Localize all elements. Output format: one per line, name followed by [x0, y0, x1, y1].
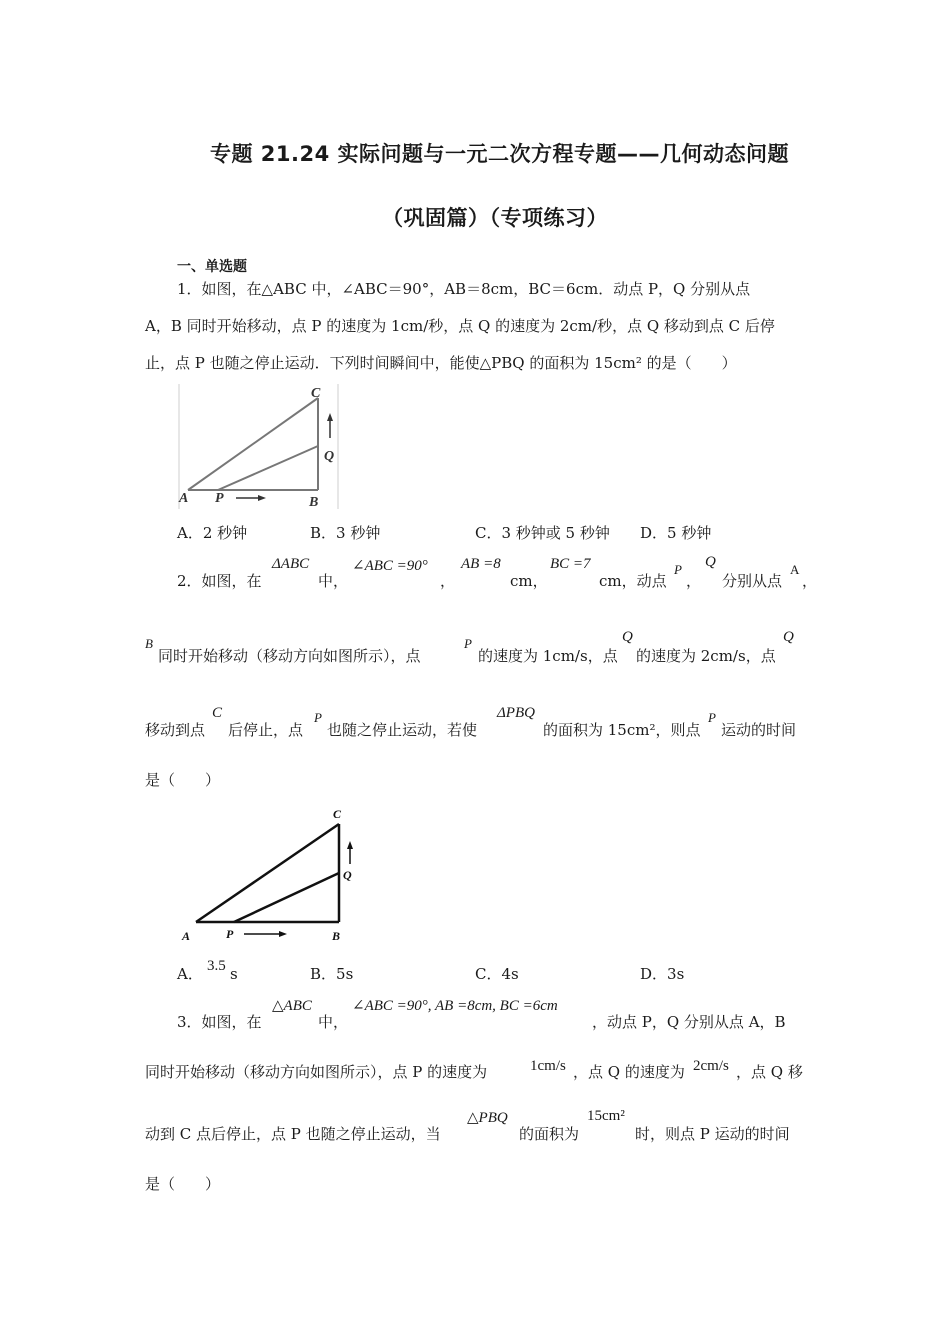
q2-text-comma: ， [440, 572, 456, 590]
q3-intro: 3．如图，在 [177, 1013, 262, 1031]
q2-text-cm1: cm， [510, 572, 548, 590]
q3-line2-a: 同时开始移动（移动方向如图所示），点 P 的速度为 [145, 1063, 488, 1081]
q2-label-a: A [182, 929, 191, 943]
doc-title-line1: 专题 21.24 实际问题与一元二次方程专题——几何动态问题 [210, 142, 790, 166]
q2-line2-a: 同时开始移动（移动方向如图所示），点 [158, 647, 421, 665]
q2-option-a-prefix: A． [177, 965, 203, 983]
q2-math-q3: Q [783, 629, 794, 645]
q3-math-v1: 1cm/s [530, 1058, 566, 1074]
q2-line3-b: 后停止，点 [228, 721, 304, 739]
q2-text-zhong: 中， [318, 572, 349, 590]
q2-math-a: A [790, 562, 800, 577]
q3-line1-b: ，动点 P，Q 分别从点 A，B [592, 1013, 786, 1031]
q2-math-bc: BC =7 [550, 556, 591, 572]
q2-option-b: B．5s [310, 965, 354, 983]
section-heading: 一、单选题 [177, 259, 247, 275]
q2-line2-b: 的速度为 1cm/s，点 [478, 647, 618, 665]
q1-line1: 1．如图，在△ABC 中，∠ABC＝90°，AB＝8cm，BC＝6cm．动点 P，Q 分别从点 [177, 280, 751, 298]
q1-line-ac [188, 398, 318, 490]
q3-line3-b: 的面积为 [519, 1125, 580, 1143]
q3-math-v2: 2cm/s [693, 1058, 729, 1074]
q1-label-b: B [309, 495, 319, 510]
q3-line2-b: ，点 Q 的速度为 [573, 1063, 685, 1081]
q1-option-d: D．5 秒钟 [640, 524, 712, 542]
q2-math-p4: P [708, 710, 716, 725]
q2-option-a-unit: s [230, 965, 238, 983]
q2-math-angle: ∠ABC =90° [352, 558, 428, 574]
q1-label-a: A [179, 491, 189, 506]
q3-math-pbq: △PBQ [467, 1110, 508, 1126]
q2-math-p2: P [464, 636, 472, 651]
q1-line3: 止，点 P 也随之停止运动．下列时间瞬间中，能使△PBQ 的面积为 15cm² 的是（ ） [145, 354, 737, 372]
q2-label-b: B [332, 929, 341, 943]
q2-text-comma3: ， [802, 572, 818, 590]
q3-line4: 是（ ） [145, 1175, 221, 1193]
q2-line4: 是（ ） [145, 771, 221, 789]
q2-label-p: P [226, 927, 234, 941]
q2-math-b: B [145, 636, 153, 651]
q2-line3-a: 移动到点 [145, 721, 206, 739]
q2-line-pq [234, 873, 339, 922]
q2-math-ab: AB =8 [461, 556, 501, 572]
q3-math-area: 15cm² [587, 1108, 625, 1124]
q3-math-triangle: △ABC [272, 998, 312, 1014]
q1-option-c: C．3 秒钟或 5 秒钟 [475, 524, 610, 542]
q1-line-pq [218, 446, 318, 490]
q2-math-triangle: ΔABC [272, 556, 310, 572]
q2-math-p: P [674, 562, 682, 577]
q2-line3-c: 也随之停止运动，若使 [327, 721, 478, 739]
q2-line2-c: 的速度为 2cm/s，点 [636, 647, 776, 665]
q2-text-comma2: ， [686, 572, 702, 590]
q2-option-d: D．3s [640, 965, 685, 983]
q2-math-q: Q [705, 554, 716, 570]
q2-figure [178, 804, 358, 946]
q2-option-a-value: 3.5 [207, 958, 226, 974]
q2-math-p3: P [314, 710, 322, 725]
q2-label-q: Q [343, 868, 352, 882]
q3-math-condition: ∠ABC =90°, AB =8cm, BC =6cm [352, 998, 558, 1014]
q2-label-c: C [333, 807, 342, 821]
q2-line3-d: 的面积为 15cm²，则点 [543, 721, 701, 739]
q1-option-a: A．2 秒钟 [177, 524, 248, 542]
q1-figure [178, 384, 340, 510]
doc-title-line2: （巩固篇）（专项练习） [382, 206, 608, 230]
q2-math-q2: Q [622, 629, 633, 645]
q1-option-b: B．3 秒钟 [310, 524, 381, 542]
q1-label-p: P [215, 491, 224, 506]
q2-text-cm2: cm，动点 [599, 572, 667, 590]
q3-line3-c: 时，则点 P 运动的时间 [635, 1125, 790, 1143]
q1-label-q: Q [324, 449, 335, 464]
q2-text-from: 分别从点 [722, 572, 783, 590]
q2-option-c: C．4s [475, 965, 519, 983]
q3-text-zhong: 中， [318, 1013, 349, 1031]
q1-line2: A，B 同时开始移动，点 P 的速度为 1cm/秒，点 Q 的速度为 2cm/秒，点 Q 移动到点 C 后停 [145, 317, 775, 335]
q2-math-pbq: ΔPBQ [497, 705, 535, 721]
q3-line2-c: ，点 Q 移 [736, 1063, 803, 1081]
q2-line3-e: 运动的时间 [721, 721, 797, 739]
q2-intro: 2．如图，在 [177, 572, 262, 590]
q1-label-c: C [311, 386, 321, 401]
q3-line3-a: 动到 C 点后停止，点 P 也随之停止运动，当 [145, 1125, 441, 1143]
q2-math-c: C [212, 705, 223, 721]
